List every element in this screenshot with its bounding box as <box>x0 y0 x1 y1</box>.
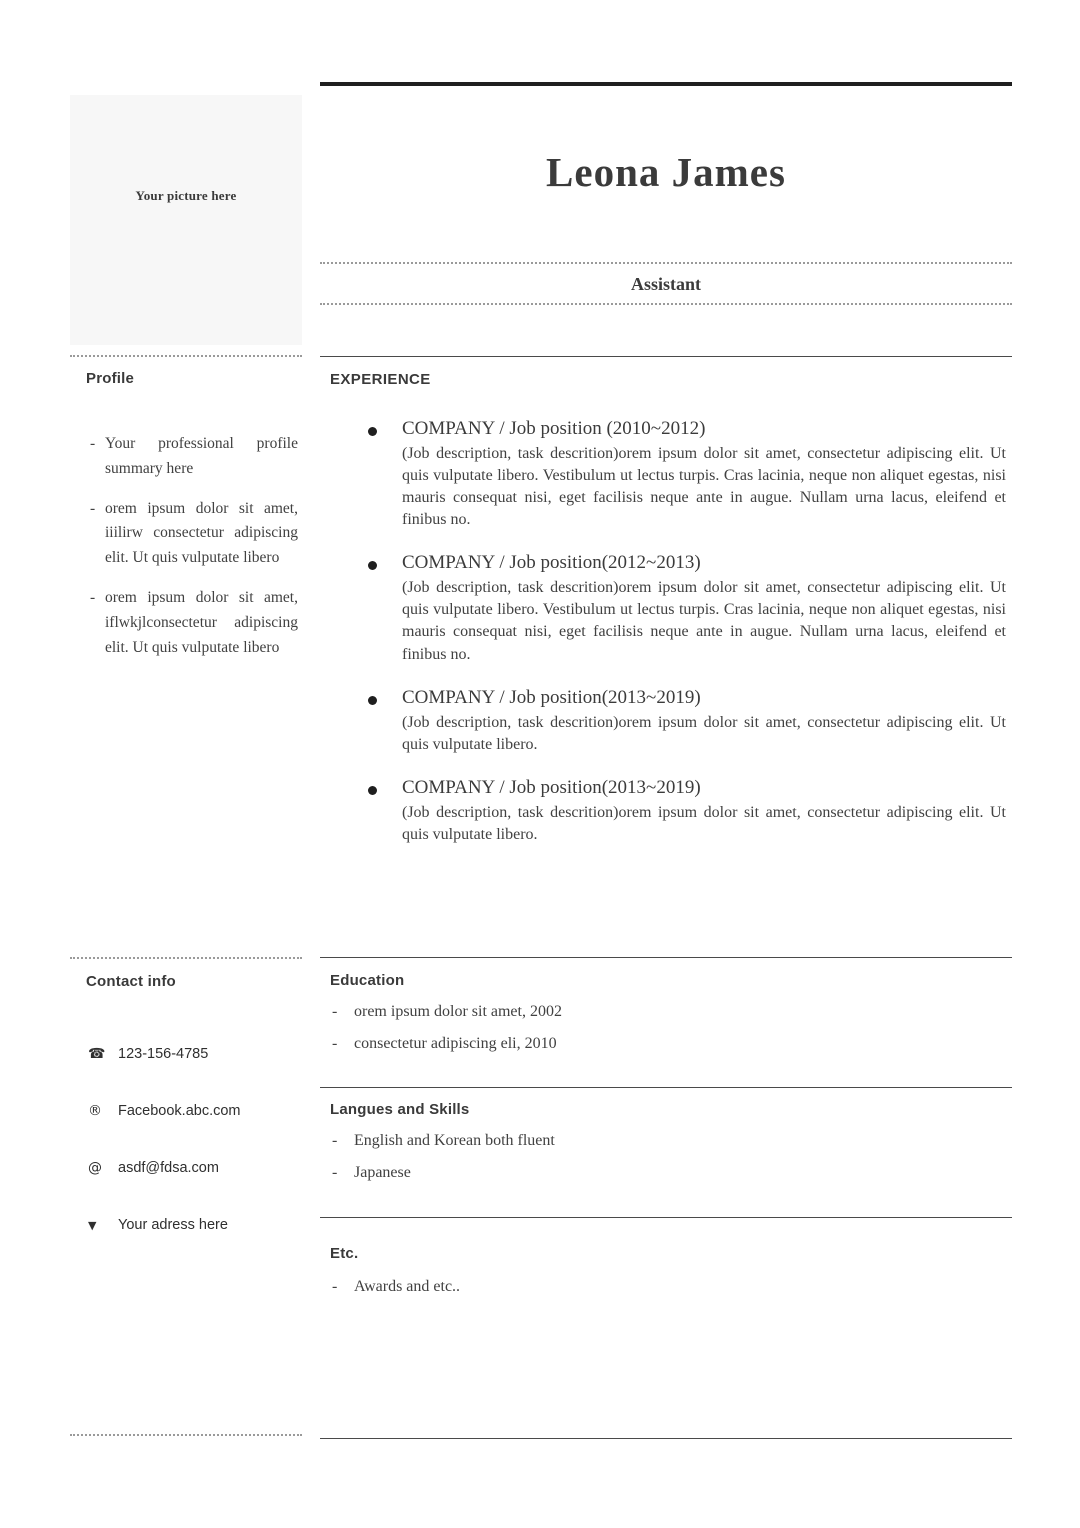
list-item: - Japanese <box>330 1163 1002 1183</box>
profile-list <box>88 432 298 675</box>
divider <box>70 355 302 357</box>
experience-item <box>320 777 1006 846</box>
divider <box>70 957 302 959</box>
skills-list <box>330 1131 1002 1195</box>
picture-placeholder <box>70 95 302 345</box>
etc-list <box>330 1277 1002 1309</box>
contact-list <box>88 1046 302 1274</box>
education-list <box>330 1002 1002 1066</box>
bullet-icon <box>368 561 377 570</box>
phone-number: 123-156-4785 <box>118 1046 209 1062</box>
list-item: - orem ipsum dolor sit amet, 2002 <box>330 1002 1002 1022</box>
phone-icon: ☎ <box>88 1046 106 1062</box>
page-title: Leona James <box>546 149 786 195</box>
contact-item-website <box>88 1103 302 1119</box>
divider <box>320 1217 1012 1218</box>
divider <box>320 303 1012 305</box>
contact-item-address <box>88 1217 302 1233</box>
list-item: - Your professional profile summary here <box>88 432 298 482</box>
location-icon: ▼ <box>88 1218 97 1232</box>
postal-address: Your adress here <box>118 1217 228 1233</box>
divider <box>320 262 1012 264</box>
bullet-icon <box>368 696 377 705</box>
contact-item-phone <box>88 1046 302 1062</box>
divider <box>70 1434 302 1436</box>
experience-description: (Job description, task descrition)orem ipsum dolor sit amet, consectetur adipiscing elit. Ut quis vulputate libero. Vestibulum ut lectus turpis. Cras lacinia, neque non aliquet egestas, nisi mauris consequat nisi, eget facilisis neque ante in augue. Nullam urna lacus, eleifend et finibus no. <box>402 579 1006 663</box>
education-heading: Education <box>330 972 405 989</box>
list-item: - orem ipsum dolor sit amet, iflwkjlconsectetur adipiscing elit. Ut quis vulputate libero <box>88 586 298 660</box>
experience-list <box>320 418 1006 867</box>
experience-title: COMPANY / Job position(2013~2019) <box>402 776 701 798</box>
experience-heading: EXPERIENCE <box>330 371 431 388</box>
list-item: - consectetur adipiscing eli, 2010 <box>330 1034 1002 1054</box>
experience-item <box>320 687 1006 756</box>
etc-heading: Etc. <box>330 1245 359 1262</box>
website-address: Facebook.abc.com <box>118 1103 241 1119</box>
list-item: - English and Korean both fluent <box>330 1131 1002 1151</box>
picture-placeholder-label: Your picture here <box>135 188 237 203</box>
divider <box>320 1087 1012 1088</box>
experience-description: (Job description, task descrition)orem ipsum dolor sit amet, consectetur adipiscing elit. Ut quis vulputate libero. Vestibulum ut lectus turpis. Cras lacinia, neque non aliquet egestas, nisi mauris consequat nisi, eget facilisis neque ante in augue. Nullam urna lacus, eleifend et finibus no. <box>402 445 1006 529</box>
profile-heading: Profile <box>86 370 135 387</box>
bullet-icon <box>368 427 377 436</box>
experience-description: (Job description, task descrition)orem ipsum dolor sit amet, consectetur adipiscing elit. Ut quis vulputate libero. <box>402 803 1006 843</box>
list-item: - Awards and etc.. <box>330 1277 1002 1297</box>
experience-title: COMPANY / Job position(2012~2013) <box>402 552 701 574</box>
experience-title: COMPANY / Job position(2013~2019) <box>402 686 701 708</box>
contact-item-email <box>88 1160 302 1176</box>
job-title: Assistant <box>630 274 701 294</box>
email-address: asdf@fdsa.com <box>118 1160 219 1176</box>
experience-item <box>320 418 1006 531</box>
contact-heading: Contact info <box>86 973 176 990</box>
website-icon: ® <box>88 1103 102 1119</box>
sidebar <box>70 0 302 1528</box>
list-item: - orem ipsum dolor sit amet, iiilirw consectetur adipiscing elit. Ut quis vulputate libero <box>88 497 298 571</box>
main-column <box>320 0 1012 1528</box>
divider <box>320 1438 1012 1439</box>
top-rule <box>320 82 1012 86</box>
divider <box>320 356 1012 357</box>
divider <box>320 957 1012 958</box>
bullet-icon <box>368 786 377 795</box>
email-icon: @ <box>88 1160 102 1176</box>
experience-item <box>320 552 1006 665</box>
skills-heading: Langues and Skills <box>330 1101 470 1118</box>
experience-title: COMPANY / Job position (2010~2012) <box>402 418 706 439</box>
experience-description: (Job description, task descrition)orem ipsum dolor sit amet, consectetur adipiscing elit. Ut quis vulputate libero. <box>402 713 1006 753</box>
